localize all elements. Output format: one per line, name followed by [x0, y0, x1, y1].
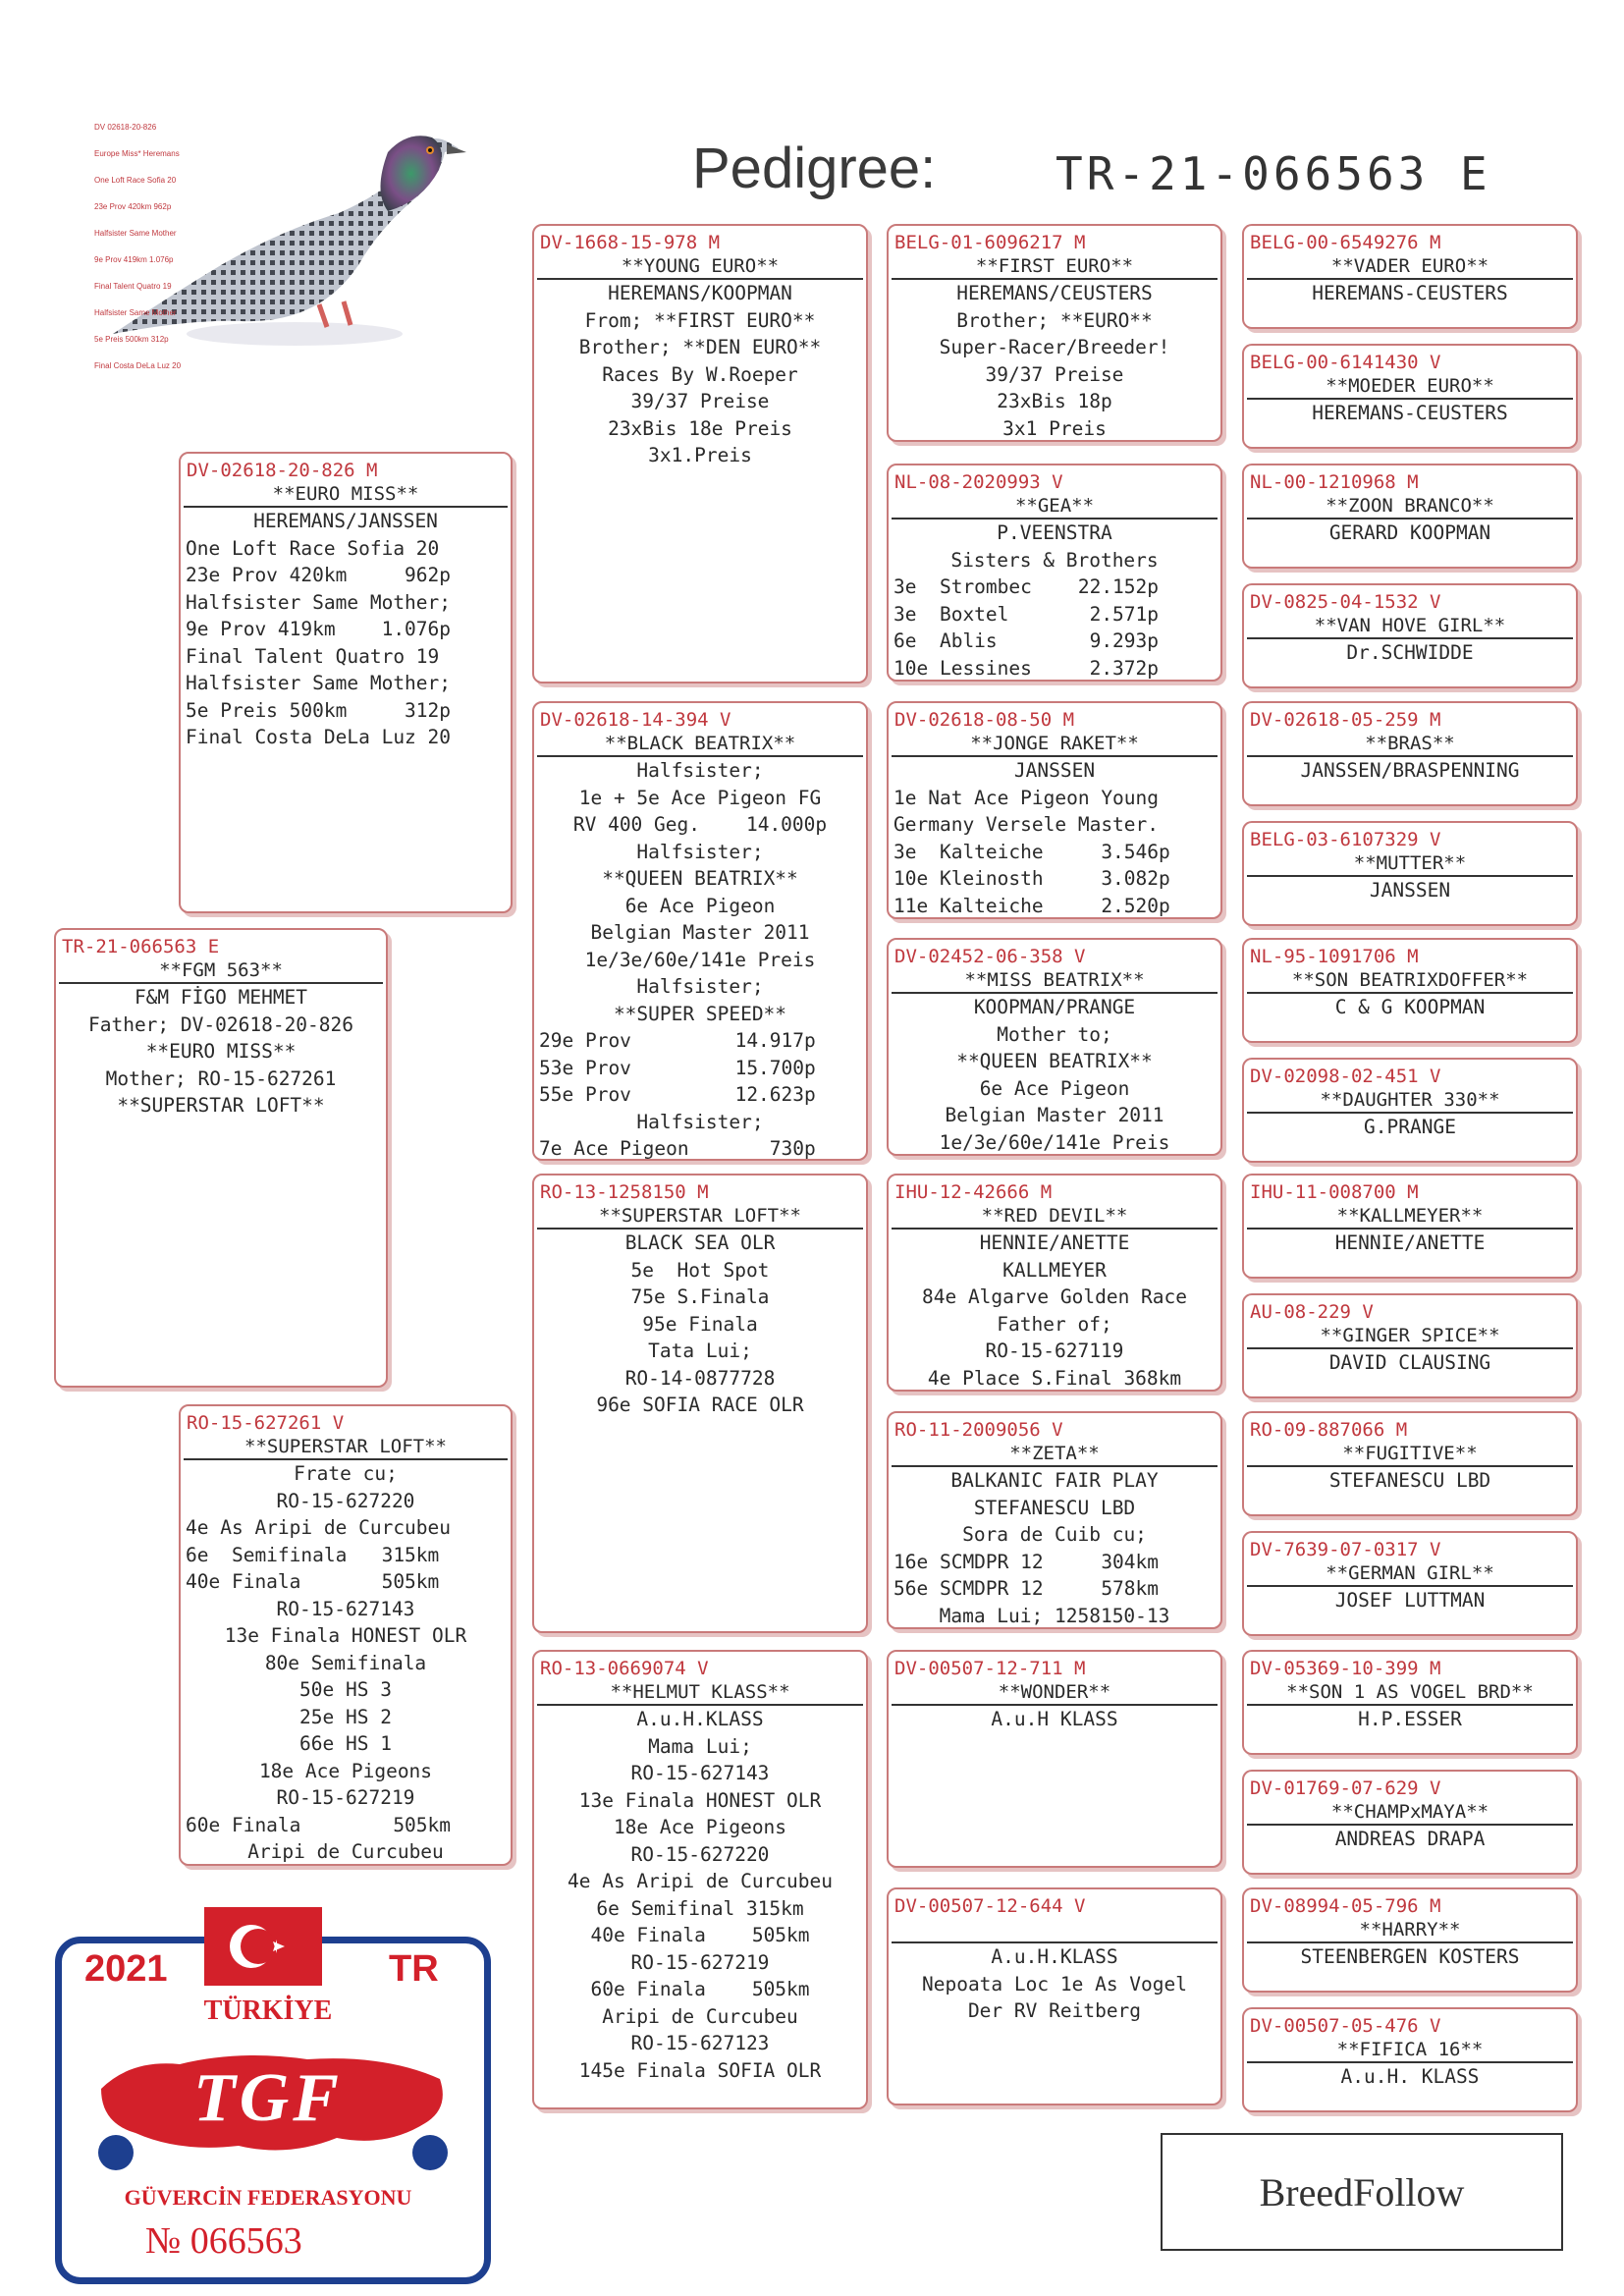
- card-line: RV 400 Geg. 14.000p: [572, 813, 828, 836]
- card-line: 23xBis 18e Preis: [608, 416, 792, 440]
- card-line: STEENBERGEN KOSTERS: [1300, 1945, 1520, 1968]
- card-line: A.u.H.KLASS: [636, 1708, 764, 1730]
- seal-federation: GÜVERCİN FEDERASYONU: [124, 2185, 412, 2210]
- card-line: 145e Finala SOFIA OLR: [578, 2058, 822, 2082]
- card-pigeon-name: **FGM 563**: [59, 958, 383, 984]
- card-line: 40e Finala 505km: [590, 1924, 810, 1946]
- photo-caption-line: 23e Prov 420km 962p: [94, 202, 172, 211]
- card-line: **QUEEN BEATRIX**: [602, 867, 798, 890]
- card-pigeon-name: **EURO MISS**: [184, 482, 508, 508]
- card-line: 96e SOFIA RACE OLR: [596, 1394, 804, 1416]
- pedigree-card-sd: [532, 701, 868, 1161]
- card-line: Races By W.Roeper: [602, 362, 798, 386]
- pedigree-card-g15: [1242, 1887, 1578, 1993]
- card-ring-number: DV-02618-05-259 M: [1250, 709, 1441, 731]
- card-line: **QUEEN BEATRIX**: [956, 1050, 1153, 1072]
- card-ring-number: TR-21-066563 E: [62, 936, 220, 957]
- card-line: RO-15-627143: [276, 1597, 415, 1620]
- seal-year: 2021: [84, 1948, 168, 1990]
- card-line: A.u.H KLASS: [991, 1708, 1118, 1730]
- card-line: 80e Semifinala: [264, 1651, 427, 1674]
- pedigree-card-ddd: [887, 1887, 1222, 2105]
- card-line: Father of;: [997, 1312, 1112, 1336]
- card-ring-number: NL-00-1210968 M: [1250, 471, 1419, 493]
- card-line: STEFANESCU LBD: [1328, 1469, 1491, 1492]
- card-pigeon-name: **JONGE RAKET**: [892, 732, 1218, 757]
- card-pigeon-name: **BRAS**: [1247, 732, 1573, 757]
- card-line: 1e + 5e Ace Pigeon FG: [578, 786, 822, 809]
- card-ring-number: NL-08-2020993 V: [894, 471, 1063, 493]
- card-ring-number: BELG-01-6096217 M: [894, 232, 1086, 253]
- card-line: 1e/3e/60e/141e Preis: [584, 948, 816, 971]
- pedigree-card-g10: [1242, 1293, 1578, 1398]
- card-line: 6e Ace Pigeon: [624, 894, 776, 917]
- card-pigeon-name: **SON BEATRIXDOFFER**: [1247, 968, 1573, 994]
- photo-caption-line: One Loft Race Sofia 20: [94, 176, 177, 185]
- card-line: Mother; RO-15-627261: [105, 1066, 337, 1090]
- card-ring-number: DV-00507-05-476 V: [1250, 2015, 1441, 2037]
- card-line: 60e Finala 505km: [590, 1978, 810, 2000]
- card-pigeon-name: **WONDER**: [892, 1680, 1218, 1706]
- card-line: **SUPER SPEED**: [613, 1002, 787, 1025]
- card-line: 50e HS 3: [299, 1678, 392, 1701]
- photo-caption: [94, 105, 242, 379]
- card-line: Father; DV-02618-20-826: [87, 1012, 354, 1036]
- card-line: 40e Finala 505km: [186, 1570, 440, 1593]
- card-line: RO-15-627143: [630, 1762, 770, 1784]
- card-line: 39/37 Preise: [630, 390, 770, 412]
- card-line: 66e HS 1: [299, 1732, 392, 1755]
- pedigree-card-ss: [532, 224, 868, 683]
- card-line: RO-15-627119: [985, 1339, 1124, 1362]
- card-line: Aripi de Curcubeu: [247, 1840, 444, 1863]
- card-line: Belgian Master 2011: [945, 1104, 1164, 1126]
- card-line: 13e Finala HONEST OLR: [224, 1624, 467, 1647]
- pedigree-card-ssd: [887, 464, 1222, 682]
- card-ring-number: IHU-11-008700 M: [1250, 1181, 1419, 1203]
- card-pigeon-name: **GERMAN GIRL**: [1247, 1561, 1573, 1587]
- pedigree-card-sire: [179, 452, 513, 913]
- card-line: Nepoata Loc 1e As Vogel: [921, 1972, 1188, 1995]
- card-line: BLACK SEA OLR: [624, 1231, 776, 1254]
- card-pigeon-name: **YOUNG EURO**: [537, 254, 863, 280]
- card-line: 7e Ace Pigeon 730p: [539, 1137, 816, 1160]
- card-line: 84e Algarve Golden Race: [921, 1285, 1188, 1308]
- breedfollow-logo: BreedFollow: [1161, 2133, 1563, 2251]
- pedigree-card-sds: [887, 701, 1222, 919]
- card-pigeon-name: **VADER EURO**: [1247, 254, 1573, 280]
- card-line: Der RV Reitberg: [967, 1999, 1142, 2022]
- card-ring-number: BELG-00-6141430 V: [1250, 352, 1441, 373]
- card-ring-number: DV-1668-15-978 M: [540, 232, 721, 253]
- card-pigeon-name: **SUPERSTAR LOFT**: [537, 1204, 863, 1230]
- card-line: **SUPERSTAR LOFT**: [117, 1094, 325, 1117]
- card-line: HEREMANS/JANSSEN: [253, 510, 438, 532]
- pedigree-card-g12: [1242, 1531, 1578, 1636]
- card-pigeon-name: **RED DEVIL**: [892, 1204, 1218, 1230]
- card-pigeon-name: **MISS BEATRIX**: [892, 968, 1218, 994]
- photo-caption-line: Final Costa DeLa Luz 20: [94, 361, 182, 370]
- photo-caption-line: 5e Preis 500km 312p: [94, 335, 169, 344]
- card-line: Frate cu;: [294, 1462, 398, 1485]
- card-line: 3e Strombec 22.152p: [893, 575, 1160, 598]
- card-line: JANSSEN: [1013, 759, 1096, 782]
- card-ring-number: RO-15-627261 V: [187, 1412, 345, 1434]
- pedigree-card-g16: [1242, 2007, 1578, 2112]
- card-line: Halfsister;: [636, 975, 764, 998]
- card-line: HEREMANS-CEUSTERS: [1312, 282, 1508, 304]
- card-line: A.u.H.KLASS: [991, 1945, 1118, 1968]
- card-line: 29e Prov 14.917p: [539, 1029, 816, 1052]
- card-pigeon-name: **HELMUT KLASS**: [537, 1680, 863, 1706]
- pedigree-card-g2: [1242, 344, 1578, 449]
- card-pigeon-name: **KALLMEYER**: [1247, 1204, 1573, 1230]
- pedigree-card-g9: [1242, 1174, 1578, 1279]
- card-line: 18e Ace Pigeons: [258, 1759, 433, 1782]
- card-line: Brother; **EURO**: [956, 308, 1153, 332]
- pedigree-card-dss: [887, 1174, 1222, 1392]
- card-line: Belgian Master 2011: [590, 921, 810, 944]
- card-ring-number: DV-02618-08-50 M: [894, 709, 1075, 731]
- card-line: Final Costa DeLa Luz 20: [186, 726, 452, 748]
- card-line: P.VEENSTRA: [997, 521, 1112, 544]
- card-line: 3x1 Preis: [1002, 416, 1107, 440]
- pedigree-card-g3: [1242, 464, 1578, 569]
- card-line: 3e Boxtel 2.571p: [893, 602, 1160, 626]
- card-line: From; **FIRST EURO**: [584, 308, 816, 332]
- card-pigeon-name: **HARRY**: [1247, 1918, 1573, 1943]
- pedigree-card-subject: [54, 928, 388, 1388]
- card-line: RO-15-627219: [630, 1950, 770, 1974]
- card-line: Aripi de Curcubeu: [602, 2004, 798, 2028]
- card-line: 4e As Aripi de Curcubeu: [567, 1870, 834, 1892]
- card-line: 1e/3e/60e/141e Preis: [939, 1130, 1170, 1154]
- card-line: HENNIE/ANETTE: [1334, 1231, 1486, 1254]
- card-ring-number: RO-13-1258150 M: [540, 1181, 709, 1203]
- card-line: A.u.H. KLASS: [1340, 2065, 1480, 2088]
- card-line: 55e Prov 12.623p: [539, 1083, 816, 1106]
- card-pigeon-name: **FIFICA 16**: [1247, 2038, 1573, 2063]
- card-line: HEREMANS/KOOPMAN: [608, 282, 792, 304]
- card-line: Germany Versele Master.: [893, 813, 1160, 836]
- card-line: ANDREAS DRAPA: [1334, 1828, 1486, 1850]
- card-line: Halfsister Same Mother;: [186, 590, 452, 614]
- card-line: 6e Ablis 9.293p: [893, 629, 1160, 652]
- card-line: Halfsister;: [636, 840, 764, 863]
- pedigree-ring-number: TR-21-066563 E: [1056, 147, 1491, 200]
- seal-country: TÜRKİYE: [203, 1995, 333, 2026]
- card-line: KOOPMAN/PRANGE: [973, 996, 1136, 1018]
- card-line: 18e Ace Pigeons: [613, 1816, 787, 1838]
- card-line: BALKANIC FAIR PLAY: [950, 1469, 1159, 1492]
- card-line: 9e Prov 419km 1.076p: [186, 618, 452, 640]
- seal-logo: TGF: [193, 2060, 343, 2136]
- card-line: Super-Racer/Breeder!: [939, 336, 1170, 358]
- card-ring-number: DV-7639-07-0317 V: [1250, 1539, 1441, 1560]
- card-ring-number: DV-02618-20-826 M: [187, 460, 378, 481]
- card-ring-number: BELG-03-6107329 V: [1250, 829, 1441, 850]
- card-line: JANSSEN: [1369, 879, 1451, 902]
- card-pigeon-name: [892, 1918, 1218, 1943]
- card-pigeon-name: **SUPERSTAR LOFT**: [184, 1435, 508, 1460]
- card-line: 23xBis 18p: [997, 390, 1112, 412]
- card-line: Halfsister;: [636, 759, 764, 782]
- card-line: G.PRANGE: [1364, 1116, 1456, 1138]
- card-line: 3e Kalteiche 3.546p: [893, 840, 1170, 863]
- card-line: RO-15-627220: [276, 1489, 415, 1512]
- pedigree-card-sss: [887, 224, 1222, 442]
- card-ring-number: DV-05369-10-399 M: [1250, 1658, 1441, 1679]
- photo-caption-line: DV 02618-20-826: [94, 123, 157, 132]
- card-ring-number: RO-13-0669074 V: [540, 1658, 709, 1679]
- card-line: HEREMANS/CEUSTERS: [956, 282, 1153, 304]
- card-line: 56e SCMDPR 12 578km: [893, 1577, 1160, 1600]
- card-line: HEREMANS-CEUSTERS: [1312, 402, 1508, 424]
- card-line: DAVID CLAUSING: [1328, 1351, 1491, 1374]
- card-line: 6e Ace Pigeon: [979, 1076, 1130, 1100]
- card-ring-number: DV-02098-02-451 V: [1250, 1066, 1441, 1087]
- pedigree-card-g13: [1242, 1650, 1578, 1755]
- card-ring-number: RO-11-2009056 V: [894, 1419, 1063, 1441]
- card-ring-number: BELG-00-6549276 M: [1250, 232, 1441, 253]
- seal-number: № 066563: [145, 2220, 302, 2262]
- card-line: RO-14-0877728: [624, 1366, 776, 1390]
- card-ring-number: DV-00507-12-644 V: [894, 1895, 1086, 1917]
- pedigree-card-g1: [1242, 224, 1578, 329]
- card-line: Mama Lui;: [648, 1734, 752, 1758]
- card-pigeon-name: **SON 1 AS VOGEL BRD**: [1247, 1680, 1573, 1706]
- card-line: KALLMEYER: [1002, 1258, 1107, 1282]
- photo-caption-line: Final Talent Quatro 19: [94, 282, 172, 291]
- card-line: RO-15-627219: [276, 1786, 415, 1809]
- card-ring-number: DV-00507-12-711 M: [894, 1658, 1086, 1679]
- card-pigeon-name: **CHAMPxMAYA**: [1247, 1800, 1573, 1826]
- card-line: 10e Lessines 2.372p: [893, 656, 1160, 680]
- card-line: 16e SCMDPR 12 304km: [893, 1550, 1160, 1573]
- card-ring-number: AU-08-229 V: [1250, 1301, 1374, 1323]
- card-pigeon-name: **GINGER SPICE**: [1247, 1324, 1573, 1349]
- card-pigeon-name: **ZOON BRANCO**: [1247, 494, 1573, 519]
- card-pigeon-name: **VAN HOVE GIRL**: [1247, 614, 1573, 639]
- card-pigeon-name: **BLACK BEATRIX**: [537, 732, 863, 757]
- card-line: GERARD KOOPMAN: [1328, 521, 1491, 544]
- photo-caption-line: Halfsister Same Mother: [94, 229, 177, 238]
- card-line: F&M FİGO MEHMET: [134, 986, 308, 1009]
- card-pigeon-name: **ZETA**: [892, 1442, 1218, 1467]
- pedigree-card-g8: [1242, 1058, 1578, 1163]
- card-ring-number: DV-02618-14-394 V: [540, 709, 731, 731]
- card-line: 23e Prov 420km 962p: [186, 564, 452, 586]
- pedigree-card-dd: [532, 1650, 868, 2109]
- card-line: 6e Semifinala 315km: [186, 1543, 440, 1566]
- card-ring-number: DV-02452-06-358 V: [894, 946, 1086, 967]
- card-ring-number: DV-08994-05-796 M: [1250, 1895, 1441, 1917]
- card-pigeon-name: **MOEDER EURO**: [1247, 374, 1573, 400]
- page-title: Pedigree:: [692, 137, 937, 200]
- card-line: Tata Lui;: [648, 1339, 752, 1362]
- card-line: 3x1.Preis: [648, 444, 752, 466]
- pedigree-card-ds: [532, 1174, 868, 1633]
- pedigree-card-dam: [179, 1404, 513, 1866]
- pedigree-card-g6: [1242, 821, 1578, 926]
- card-line: C & G KOOPMAN: [1334, 996, 1486, 1018]
- pedigree-card-g4: [1242, 583, 1578, 688]
- pedigree-card-dsd: [887, 1411, 1222, 1629]
- card-ring-number: NL-95-1091706 M: [1250, 946, 1419, 967]
- card-line: 95e Finala: [642, 1312, 758, 1336]
- card-line: 6e Semifinal 315km: [596, 1896, 804, 1920]
- card-line: Final Talent Quatro 19: [186, 644, 440, 668]
- pedigree-card-g14: [1242, 1770, 1578, 1875]
- card-pigeon-name: **DAUGHTER 330**: [1247, 1088, 1573, 1114]
- card-line: JANSSEN/BRASPENNING: [1300, 759, 1520, 782]
- card-line: H.P.ESSER: [1358, 1708, 1462, 1730]
- card-line: Mama Lui; 1258150-13: [939, 1604, 1170, 1627]
- card-line: 39/37 Preise: [985, 362, 1124, 386]
- card-ring-number: DV-0825-04-1532 V: [1250, 591, 1441, 613]
- card-line: 5e Preis 500km 312p: [186, 698, 452, 722]
- card-pigeon-name: **FIRST EURO**: [892, 254, 1218, 280]
- card-line: JOSEF LUTTMAN: [1334, 1589, 1486, 1612]
- card-line: Halfsister Same Mother;: [186, 672, 452, 694]
- card-line: **EURO MISS**: [145, 1040, 297, 1063]
- card-line: Halfsister;: [636, 1110, 764, 1133]
- card-line: Dr.SCHWIDDE: [1346, 641, 1474, 664]
- tgf-seal: [37, 1907, 499, 2280]
- card-line: One Loft Race Sofia 20: [186, 536, 440, 560]
- card-pigeon-name: **FUGITIVE**: [1247, 1442, 1573, 1467]
- card-line: 53e Prov 15.700p: [539, 1056, 816, 1079]
- card-line: 5e Hot Spot: [630, 1258, 770, 1282]
- pedigree-card-g5: [1242, 701, 1578, 806]
- card-line: 1e Nat Ace Pigeon Young: [893, 786, 1160, 809]
- photo-caption-line: Halfsister Same Mother: [94, 308, 177, 317]
- card-pigeon-name: **MUTTER**: [1247, 851, 1573, 877]
- pedigree-card-dds: [887, 1650, 1222, 1868]
- photo-caption-line: Europe Miss* Heremans: [94, 149, 180, 158]
- card-line: STEFANESCU LBD: [973, 1496, 1136, 1519]
- pedigree-card-sdd: [887, 938, 1222, 1156]
- card-line: RO-15-627220: [630, 1842, 770, 1866]
- card-pigeon-name: **GEA**: [892, 494, 1218, 519]
- card-line: 75e S.Finala: [630, 1285, 770, 1308]
- card-line: 11e Kalteiche 2.520p: [893, 894, 1170, 917]
- card-ring-number: IHU-12-42666 M: [894, 1181, 1053, 1203]
- card-line: HENNIE/ANETTE: [979, 1231, 1130, 1254]
- card-line: 10e Kleinosth 3.082p: [893, 867, 1170, 890]
- flag-icon: [204, 1907, 322, 1986]
- pedigree-card-g7: [1242, 938, 1578, 1043]
- seal-country-code: TR: [389, 1948, 439, 1990]
- card-line: 4e Place S.Final 368km: [927, 1366, 1182, 1390]
- card-line: Brother; **DEN EURO**: [578, 336, 822, 358]
- card-ring-number: RO-09-887066 M: [1250, 1419, 1408, 1441]
- card-line: 13e Finala HONEST OLR: [578, 1788, 822, 1812]
- card-ring-number: DV-01769-07-629 V: [1250, 1777, 1441, 1799]
- pedigree-card-g11: [1242, 1411, 1578, 1516]
- card-line: Mother to;: [997, 1022, 1112, 1046]
- card-line: Sisters & Brothers: [950, 548, 1159, 572]
- card-line: 60e Finala 505km: [186, 1813, 452, 1836]
- card-line: 4e As Aripi de Curcubeu: [186, 1516, 452, 1539]
- card-line: RO-15-627123: [630, 2032, 770, 2054]
- photo-caption-line: 9e Prov 419km 1.076p: [94, 255, 174, 264]
- card-line: Sora de Cuib cu;: [962, 1523, 1147, 1546]
- card-line: 25e HS 2: [299, 1705, 392, 1728]
